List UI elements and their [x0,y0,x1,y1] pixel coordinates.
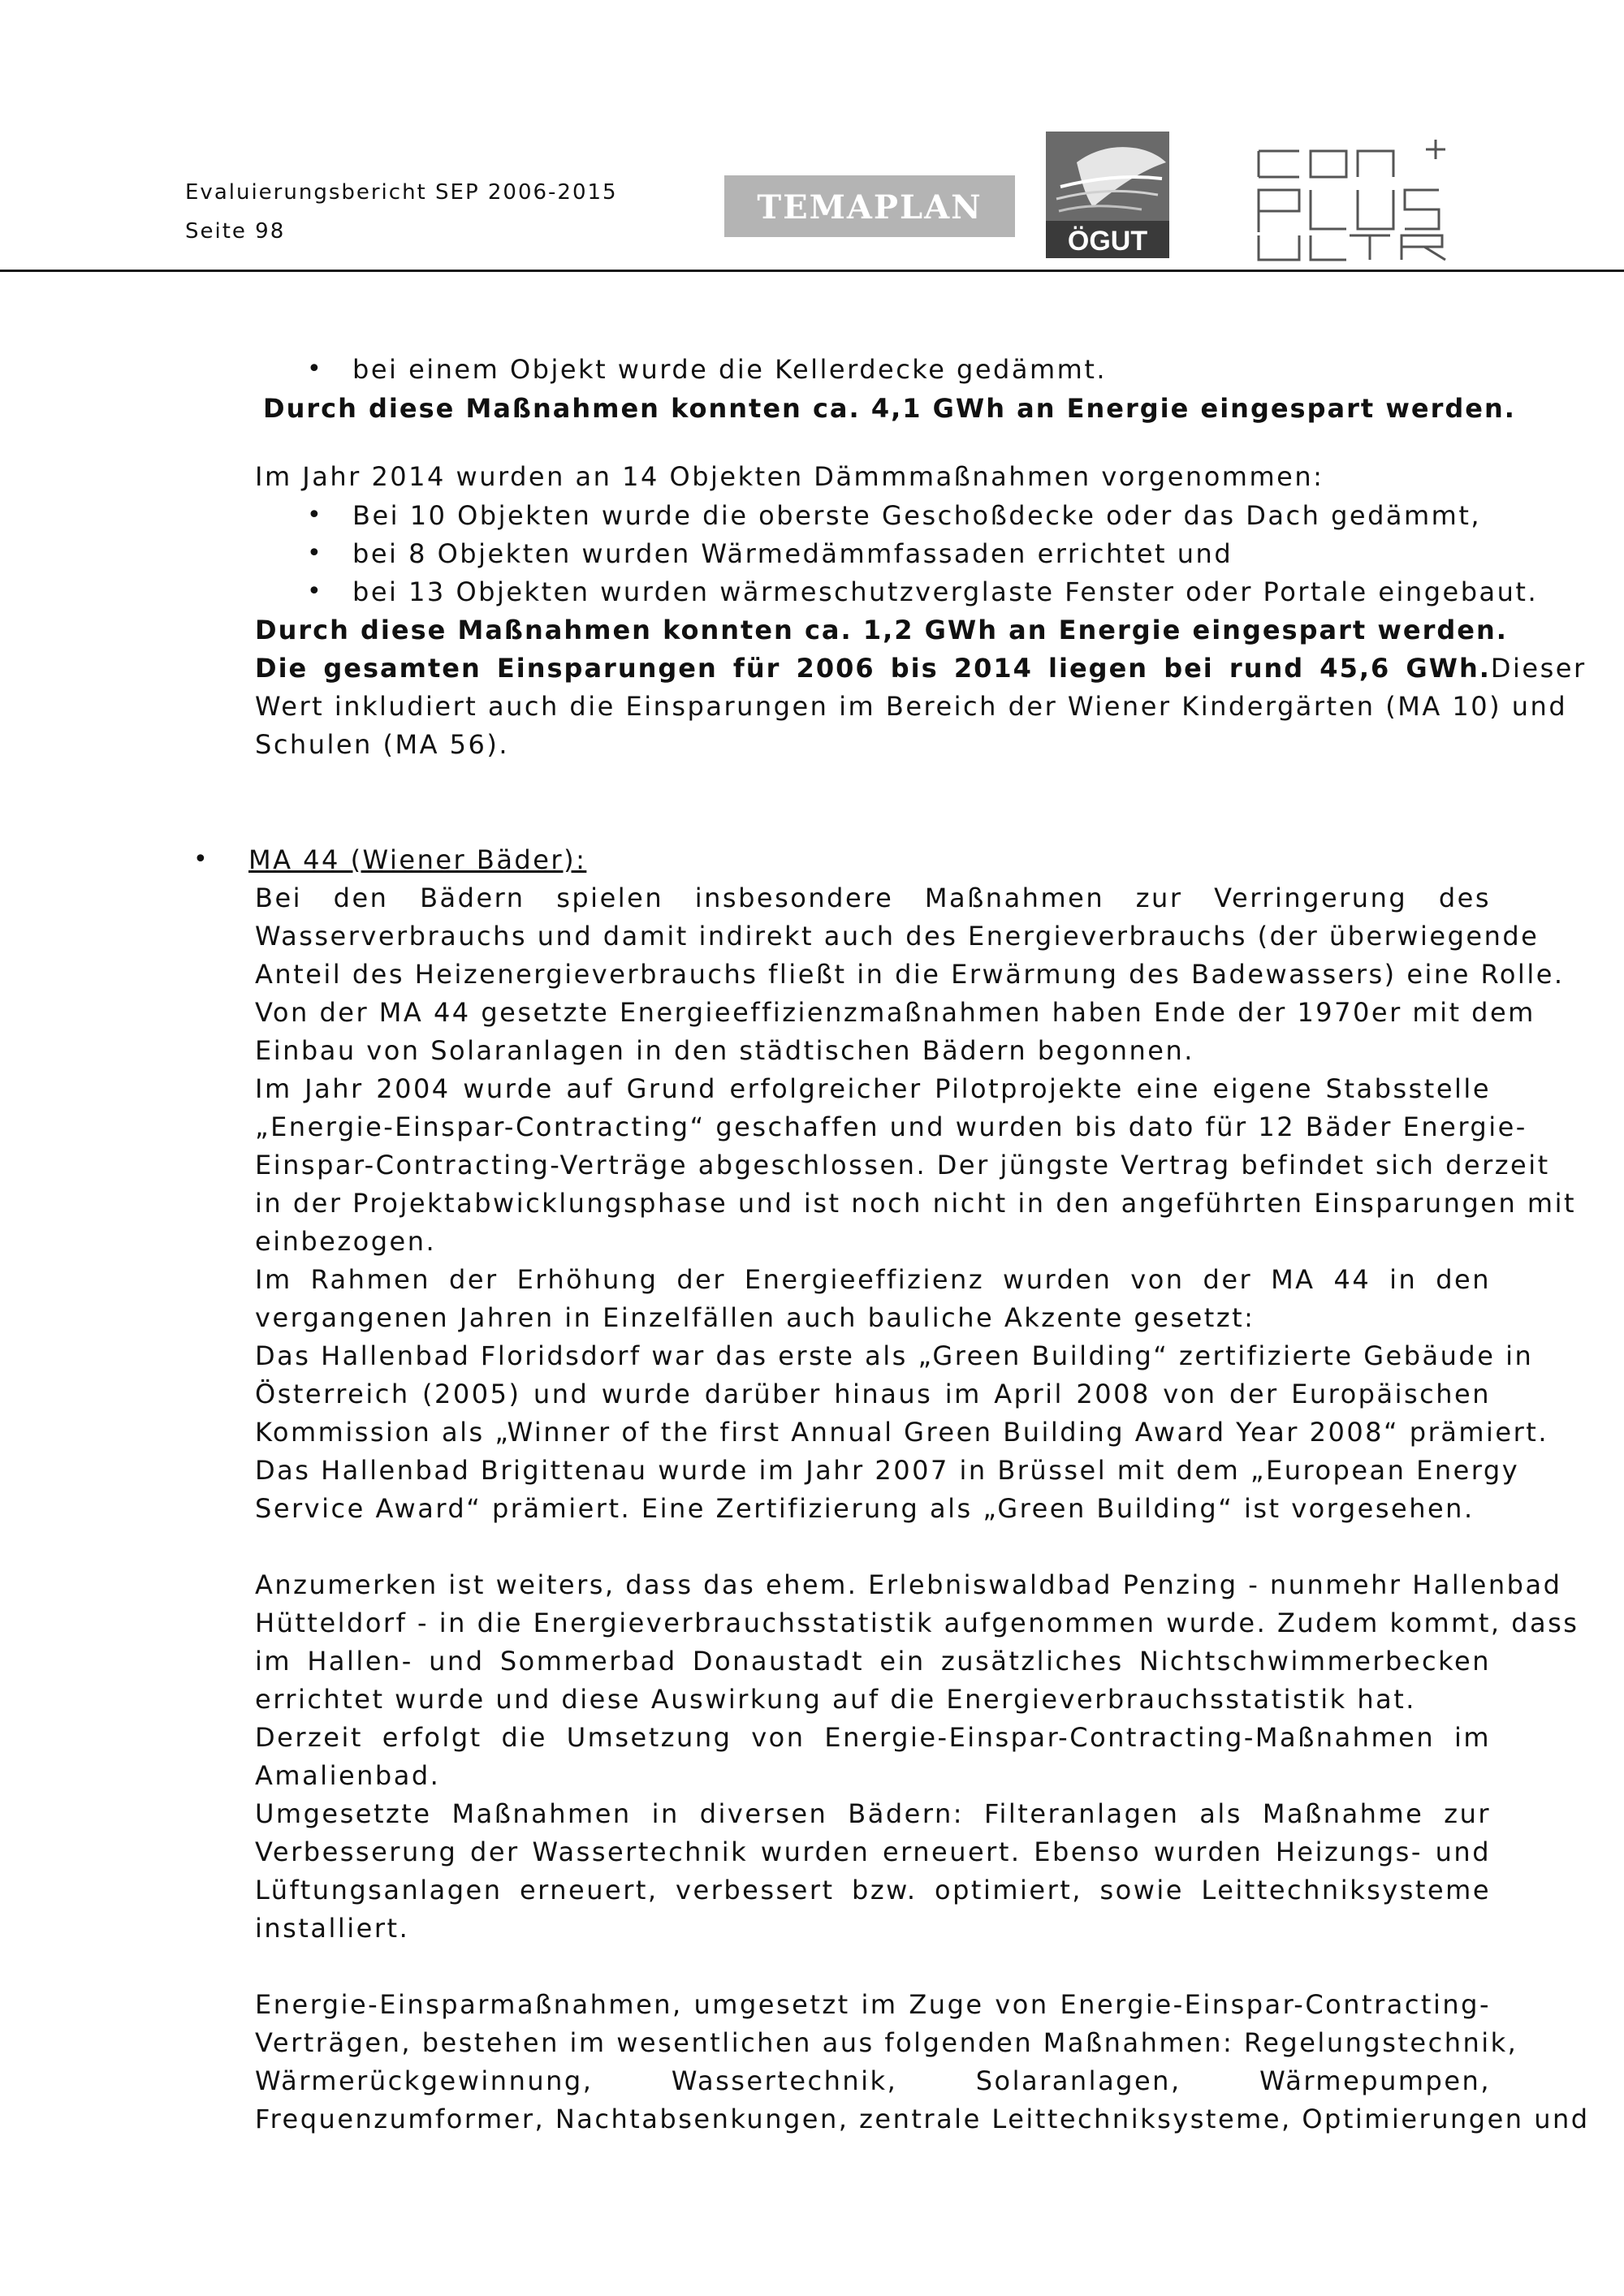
ogut-logo [1044,130,1171,260]
paragraph-line: Wärmerückgewinnung, Wassertechnik, Solaranlagen, Wärmepumpen, [255,2065,1491,2096]
bullet-text: bei 8 Objekten wurden Wärmedämmfassaden errichtet und [352,538,1233,569]
paragraph-line: Schulen (MA 56). [255,729,510,760]
paragraph-line: Anzumerken ist weiters, dass das ehem. Erlebniswaldbad Penzing - nunmehr Hallenbad [255,1569,1562,1600]
paragraph-line: Im Jahr 2014 wurden an 14 Objekten Dämmmaßnahmen vorgenommen: [255,461,1324,492]
paragraph-line: Einspar-Contracting-Verträge abgeschlossen. Der jüngste Vertrag befindet sich derzeit [255,1150,1550,1180]
paragraph-line: Anteil des Heizenergieverbrauchs fließt in die Erwärmung des Badewassers) eine Rolle. [255,959,1565,990]
bullet-text: bei einem Objekt wurde die Kellerdecke gedämmt. [352,354,1108,385]
paragraph-line: Energie-Einsparmaßnahmen, umgesetzt im Zuge von Energie-Einspar-Contracting- [255,1989,1491,2020]
paragraph-line: Amalienbad. [255,1760,441,1791]
paragraph-line: Wasserverbrauchs und damit indirekt auch des Energieverbrauchs (der überwiegende [255,921,1540,952]
paragraph-line: installiert. [255,1913,410,1944]
page-header [0,0,1624,276]
paragraph-line: Das Hallenbad Floridsdorf war das erste als „Green Building“ zertifizierte Gebäude in [255,1340,1534,1371]
paragraph-line: Verbesserung der Wassertechnik wurden erneuert. Ebenso wurden Heizungs- und [255,1836,1491,1867]
total-savings-rest: Dieser [1490,653,1587,684]
header-divider [0,270,1624,272]
total-savings-bold: Die gesamten Einsparungen für 2006 bis 2014 liegen bei rund 45,6 GWh. [255,653,1491,684]
paragraph-line: Hütteldorf - in die Energieverbrauchsstatistik aufgenommen wurde. Zudem kommt, dass [255,1608,1579,1638]
savings-statement: Durch diese Maßnahmen konnten ca. 4,1 GWh an Energie eingespart werden. [263,393,1516,424]
paragraph-line: errichtet wurde und diese Auswirkung auf die Energieverbrauchsstatistik hat. [255,1684,1416,1715]
paragraph-line: einbezogen. [255,1226,437,1257]
paragraph-line: vergangenen Jahren in Einzelfällen auch bauliche Akzente gesetzt: [255,1302,1255,1333]
section-heading: MA 44 (Wiener Bäder): [248,844,587,875]
temaplan-logo: TEMAPLAN [724,175,1015,237]
paragraph-line: „Energie-Einspar-Contracting“ geschaffen und wurden bis dato für 12 Bäder Energie- [255,1111,1527,1142]
savings-statement: Durch diese Maßnahmen konnten ca. 1,2 GWh an Energie eingespart werden. [255,615,1508,645]
paragraph-line: Österreich (2005) und wurde darüber hinaus im April 2008 von der Europäischen [255,1379,1491,1409]
bullet-icon: • [193,845,208,874]
bullet-text: bei 13 Objekten wurden wärmeschutzverglaste Fenster oder Portale eingebaut. [352,576,1539,607]
document-title: Evaluierungsbericht SEP 2006-2015 [185,180,618,205]
paragraph-line: Im Jahr 2004 wurde auf Grund erfolgreicher Pilotprojekte eine eigene Stabsstelle [255,1073,1491,1104]
con-plus-ultra-logo [1250,132,1462,261]
paragraph-line: Von der MA 44 gesetzte Energieeffizienzmaßnahmen haben Ende der 1970er mit dem [255,997,1535,1028]
bullet-icon: • [307,539,322,568]
bullet-icon: • [307,501,322,529]
paragraph-line: Einbau von Solaranlagen in den städtischen Bädern begonnen. [255,1035,1194,1066]
paragraph-line: Umgesetzte Maßnahmen in diversen Bädern: Filteranlagen als Maßnahme zur [255,1798,1491,1829]
bullet-text: Bei 10 Objekten wurde die oberste Geschoßdecke oder das Dach gedämmt, [352,500,1482,531]
ogut-logo-text: ÖGUT [1067,226,1148,257]
paragraph-line: Bei den Bädern spielen insbesondere Maßnahmen zur Verringerung des [255,883,1491,913]
total-savings-line [255,650,1587,687]
bullet-icon: • [307,577,322,606]
paragraph-line: in der Projektabwicklungsphase und ist noch nicht in den angeführten Einsparungen mit [255,1188,1576,1219]
paragraph-line: Kommission als „Winner of the first Annual Green Building Award Year 2008“ prämiert. [255,1417,1548,1448]
paragraph-line: Service Award“ prämiert. Eine Zertifizierung als „Green Building“ ist vorgesehen. [255,1493,1475,1524]
paragraph-line: Im Rahmen der Erhöhung der Energieeffizienz wurden von der MA 44 in den [255,1264,1491,1295]
bullet-icon: • [307,355,322,383]
paragraph-line: Lüftungsanlagen erneuert, verbessert bzw. optimiert, sowie Leittechniksysteme [255,1875,1491,1905]
paragraph-line: Das Hallenbad Brigittenau wurde im Jahr 2007 in Brüssel mit dem „European Energy [255,1455,1520,1486]
paragraph-line: Verträgen, bestehen im wesentlichen aus folgenden Maßnahmen: Regelungstechnik, [255,2027,1518,2058]
paragraph-line: Frequenzumformer, Nachtabsenkungen, zentrale Leittechniksysteme, Optimierungen und [255,2104,1590,2134]
paragraph-line: im Hallen- und Sommerbad Donaustadt ein zusätzliches Nichtschwimmerbecken [255,1646,1491,1677]
paragraph-line: Wert inkludiert auch die Einsparungen im Bereich der Wiener Kindergärten (MA 10) und [255,691,1568,722]
page-number: Seite 98 [185,219,286,244]
paragraph-line: Derzeit erfolgt die Umsetzung von Energie-Einspar-Contracting-Maßnahmen im [255,1722,1491,1753]
